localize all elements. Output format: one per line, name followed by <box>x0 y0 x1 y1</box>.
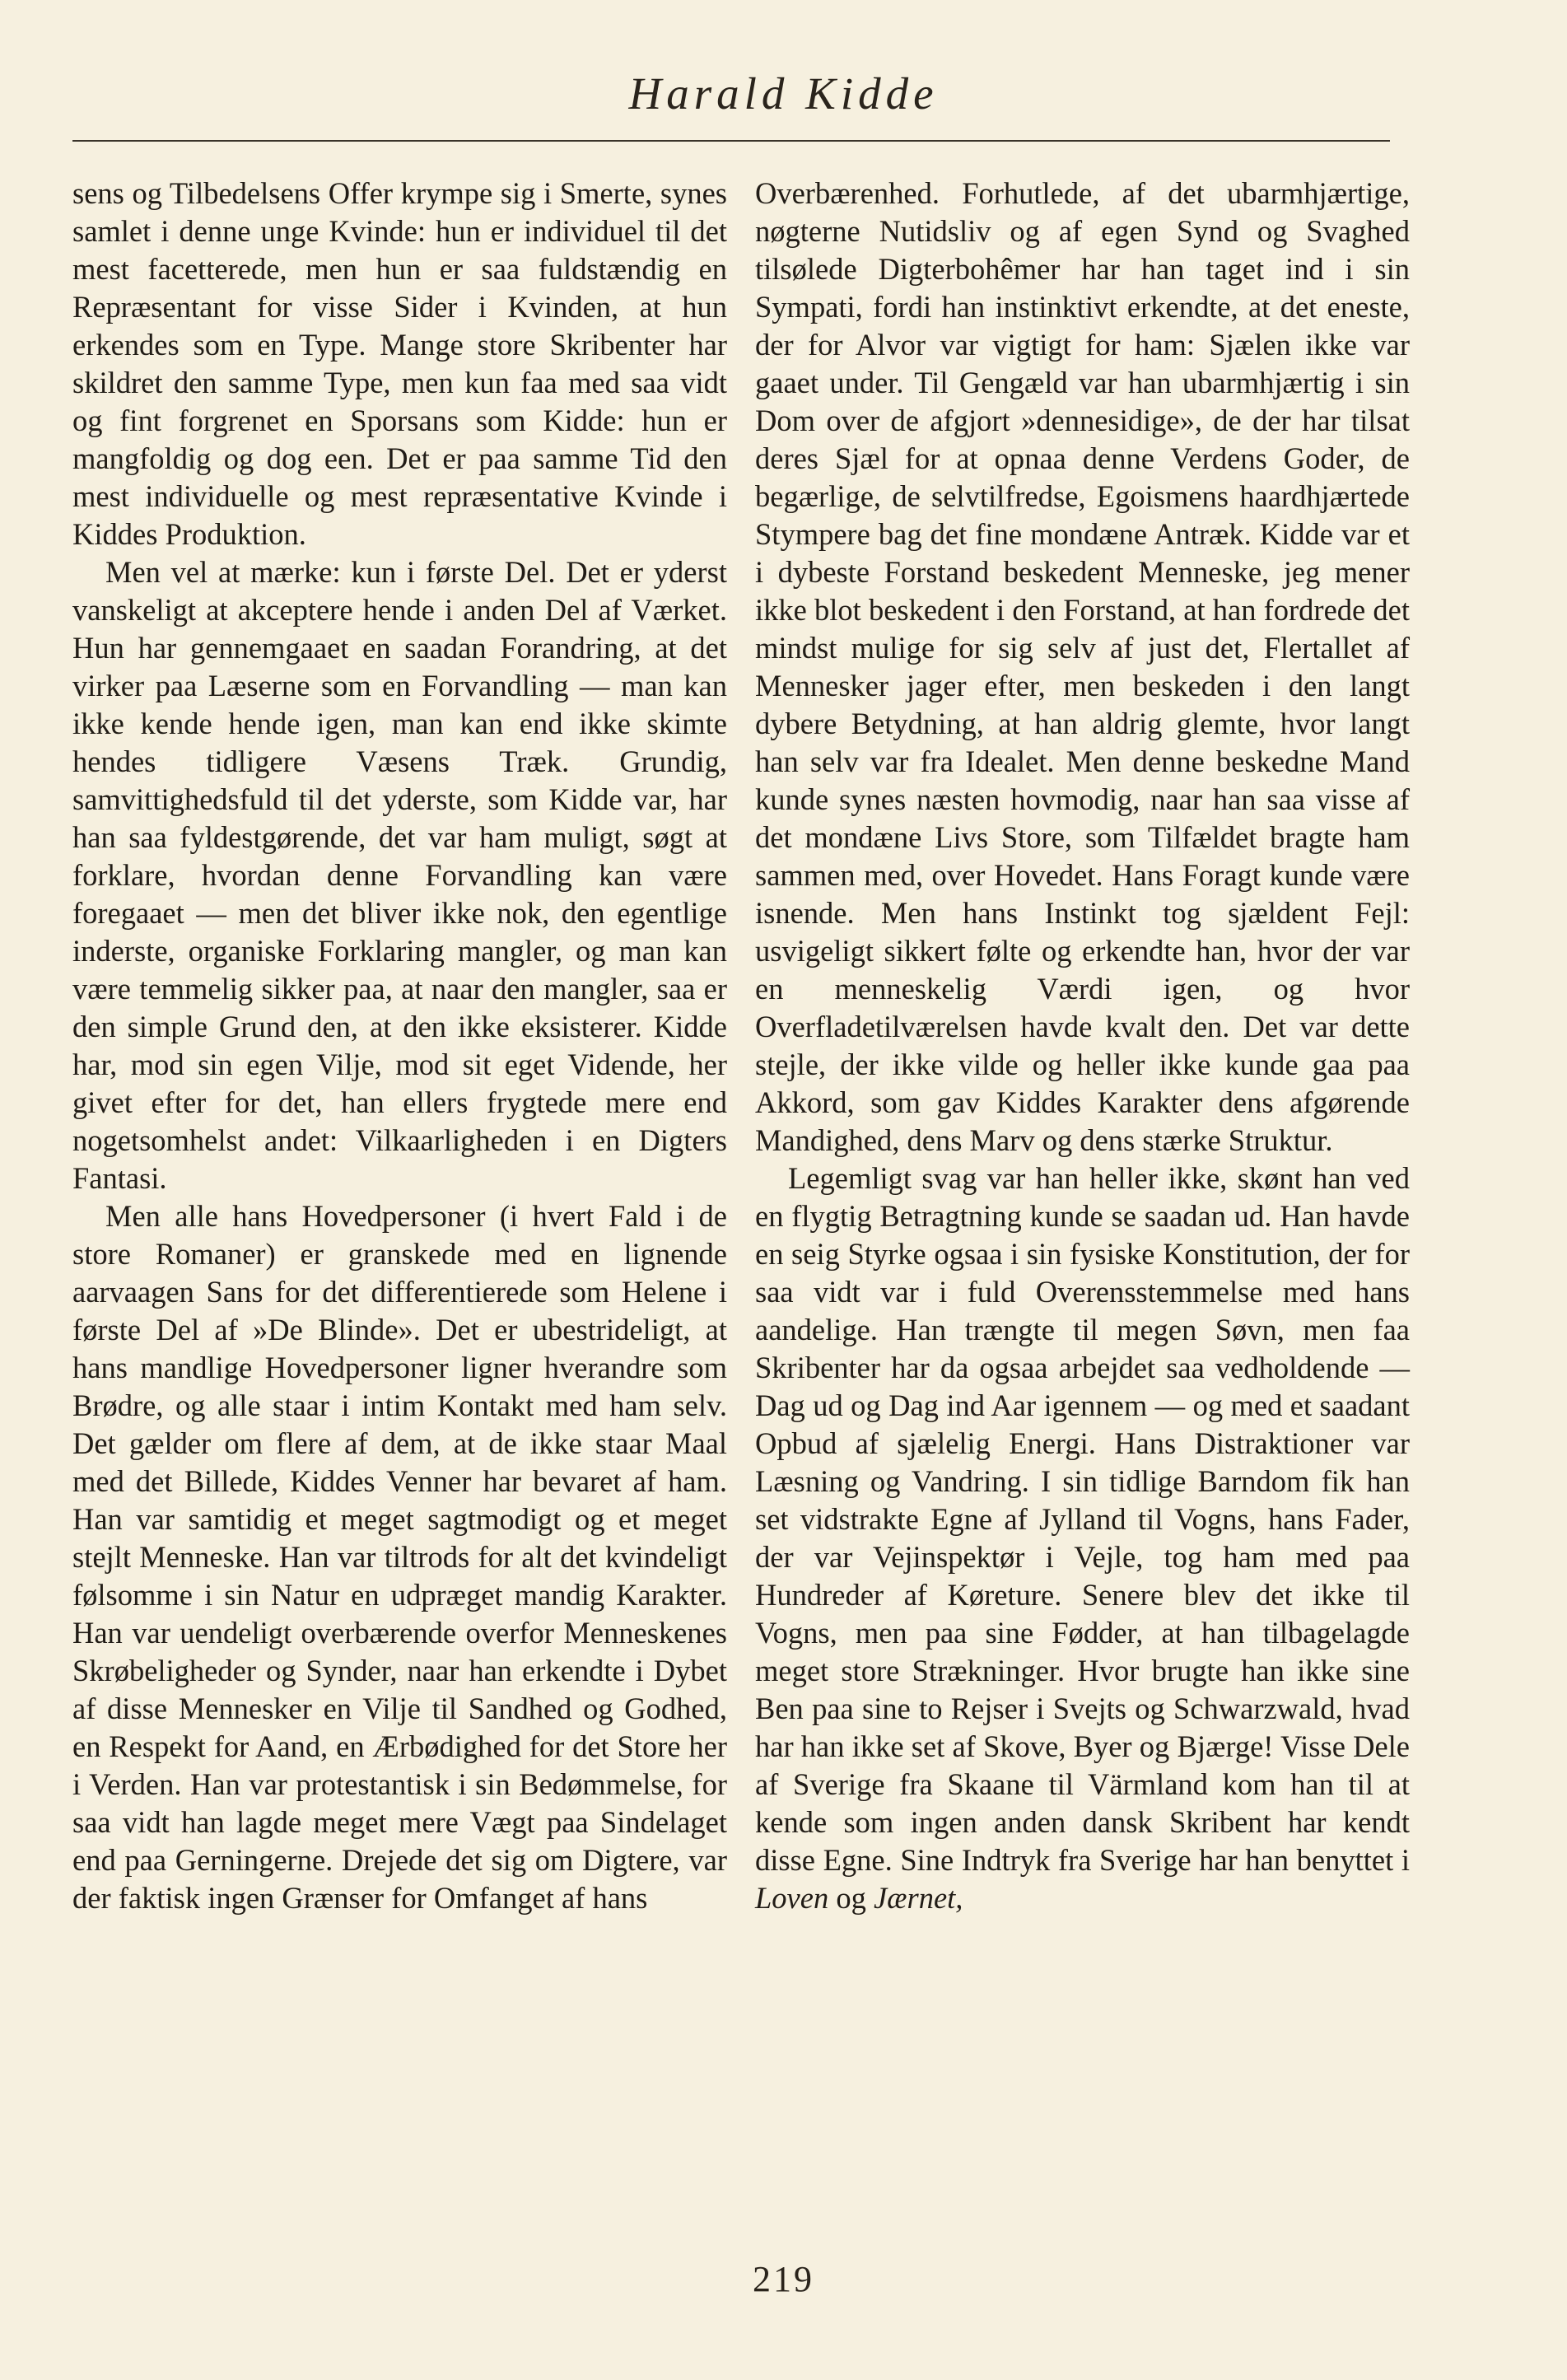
page-number: 219 <box>753 2259 814 2299</box>
running-head-title: Harald Kidde <box>628 68 939 119</box>
left-paragraph-2: Men vel at mærke: kun i første Del. Det er yderst vanskeligt at akceptere hende i anden Del af Værket. Hun har gennemgaaet en saadan Forandring, at det virker paa Læserne som en Forvandling — man kan ikke kende hende igen, man kan end ikke skimte hendes tidligere Væsens Træk. Grundig, samvittighedsfuld til det yderste, som Kidde var, har han saa fyldestgørende, det var ham muligt, søgt at forklare, hvordan denne Forvandling kan være foregaaet — men det bliver ikke nok, den egentlige inderste, organiske Forklaring mangler, og man kan være temmelig sikker paa, at naar den mangler, saa er den simple Grund den, at den ikke eksisterer. Kidde har, mod sin egen Vilje, mod sit eget Vidende, her givet efter for det, han ellers frygtede mere end nogetsomhelst andet: Vilkaarligheden i en Digters Fantasi. <box>72 555 727 1195</box>
left-paragraph-3: Men alle hans Hovedpersoner (i hvert Fald i de store Romaner) er granskede med en lignende aarvaagen Sans for det differentierede som Helene i første Del af »De Blinde». Det er ubestrideligt, at hans mandlige Hovedpersoner ligner hverandre som Brødre, og alle staar i intim Kontakt med ham selv. Det gælder om flere af dem, at de ikke staar Maal med det Billede, Kiddes Venner har bevaret af ham. Han var samtidig et meget sagtmodigt og et meget stejlt Menneske. Han var tiltrods for alt det kvindeligt følsomme i sin Natur en udpræget mandig Karakter. Han var uendeligt overbærende overfor Menneskenes Skrøbeligheder og Synder, naar han erkendte i Dybet af disse Mennesker en Vilje til Sandhed og Godhed, en Respekt for Aand, en Ærbødighed for det Store her i Verden. Han var protestantisk i sin Bedømmelse, for saa vidt han lagde meget mere Vægt paa Sindelaget end paa Gerningerne. Drejede det sig om Digtere, var der faktisk ingen Grænser for Omfanget af hans <box>72 1199 727 1915</box>
header-rule <box>72 140 1390 142</box>
left-paragraph-1: sens og Tilbedelsens Offer krympe sig i Smerte, synes samlet i denne unge Kvinde: hun er individuel til det mest facetterede, men hun er saa fuldstændig en Repræsentant for visse Sider i Kvinden, at hun erkendes som en Type. Mange store Skribenter har skildret den samme Type, men kun faa med saa vidt og fint forgrenet en Sporsans som Kidde: hun er mangfoldig og dog een. Det er paa samme Tid den mest individuelle og mest repræsentative Kvinde i Kiddes Produktion. <box>72 176 727 551</box>
left-column <box>72 175 727 1917</box>
right-column <box>755 175 1410 1917</box>
conjunction-og: og <box>828 1881 874 1915</box>
right-paragraph-2-text: Legemligt svag var han heller ikke, skønt han ved en flygtig Betragtning kunde se saadan ud. Han havde en seig Styrke ogsaa i sin fysiske Konstitution, der for saa vidt var i fuld Overensstemmelse med hans aandelige. Han trængte til megen Søvn, men faa Skribenter har da ogsaa arbejdet saa vedholdende — Dag ud og Dag ind Aar igennem — og med et saadant Opbud af sjælelig Energi. Hans Distraktioner var Læsning og Vandring. I sin tidlige Barndom fik han set vidstrakte Egne af Jylland til Vogns, hans Fader, der var Vejinspektør i Vejle, tog ham med paa Hundreder af Køreture. Senere blev det ikke til Vogns, men paa sine Fødder, at han tilbagelagde meget store Strækninger. Hvor brugte han ikke sine Ben paa sine to Rejser i Svejts og Schwarzwald, hvad har han ikke set af Skove, Byer og Bjærge! Visse Dele af Sverige fra Skaane til Värmland kom han til at kende som ingen anden dansk Skribent har kendt disse Egne. Sine Indtryk fra Sverige har han benyttet i <box>755 1161 1410 1877</box>
right-paragraph-2 <box>755 1160 1410 1917</box>
right-paragraph-1: Overbærenhed. Forhutlede, af det ubarmhjærtige, nøgterne Nutidsliv og af egen Synd og Svaghed tilsølede Digterbohêmer har han taget ind i sin Sympati, fordi han instinktivt erkendte, at det eneste, der for Alvor var vigtigt for ham: Sjælen ikke var gaaet under. Til Gengæld var han ubarmhjærtig i sin Dom over de afgjort »dennesidige», de der har tilsat deres Sjæl for at opnaa denne Verdens Goder, de begærlige, de selvtilfredse, Egoismens haardhjærtede Stympere bag det fine mondæne Antræk. Kidde var et i dybeste Forstand beskedent Menneske, jeg mener ikke blot beskedent i den Forstand, at han fordrede det mindst mulige for sig selv af just det, Flertallet af Mennesker jager efter, men beskeden i den langt dybere Betydning, at han aldrig glemte, hvor langt han selv var fra Idealet. Men denne beskedne Mand kunde synes næsten hovmodig, naar han saa visse af det mondæne Livs Store, som Tilfældet bragte ham sammen med, over Hovedet. Hans Foragt kunde være isnende. Men hans Instinkt tog sjældent Fejl: usvigeligt sikkert følte og erkendte han, hvor der var en menneskelig Værdi igen, og hvor Overfladetilværelsen havde kvalt den. Det var dette stejle, der ikke vilde og heller ikke kunde gaa paa Akkord, som gav Kiddes Karakter dens afgørende Mandighed, dens Marv og dens stærke Struktur. <box>755 176 1410 1157</box>
book-title-loven: Loven <box>755 1881 829 1915</box>
book-title-jaernet: Jærnet, <box>873 1881 963 1915</box>
